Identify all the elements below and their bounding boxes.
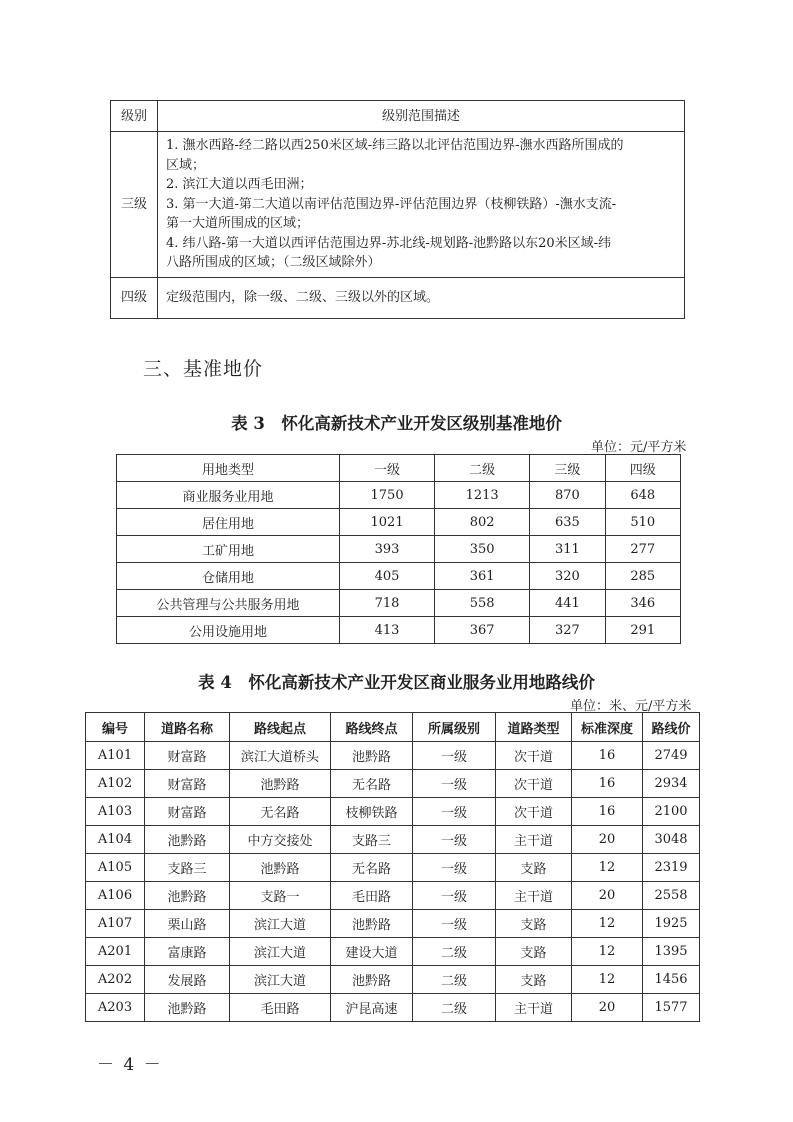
table-cell: 无名路 [331,770,413,798]
description-cell [158,132,685,278]
description-line: 2. 滨江大道以西毛田洲； [166,177,313,192]
page-number: － 4 － [97,1055,163,1075]
table-cell: 发展路 [145,966,230,994]
table-cell: 次干道 [496,742,572,770]
table-cell: 无名路 [230,798,331,826]
table-cell: 主干道 [496,826,572,854]
table-cell: 285 [605,563,680,590]
table-cell: 主干道 [496,994,572,1022]
table-cell: 居住用地 [117,509,340,536]
table-cell: 支路 [496,854,572,882]
level-row-4 [111,277,685,318]
table-cell: 池黔路 [331,966,413,994]
table-cell: A103 [86,798,145,826]
table-cell: 滨江大道 [230,938,331,966]
level-description-table [110,100,685,319]
table-cell: 支路 [496,910,572,938]
table-row [117,590,681,617]
table-cell: 次干道 [496,770,572,798]
header-cell: 二级 [435,455,530,482]
table-cell: A201 [86,938,145,966]
table-cell: 财富路 [145,742,230,770]
header-cell: 道路名称 [145,713,230,742]
table-cell: 支路 [496,966,572,994]
table-cell: 支路 [496,938,572,966]
table-cell: 二级 [413,938,496,966]
table-cell: 20 [572,882,643,910]
table-cell: 池黔路 [230,854,331,882]
table-cell: 405 [340,563,435,590]
table-cell: 中方交接处 [230,826,331,854]
table3-unit: 单位：元/平方米 [591,440,687,455]
header-cell: 编号 [86,713,145,742]
table-cell: 池黔路 [230,770,331,798]
table-row [117,509,681,536]
header-cell: 用地类型 [117,455,340,482]
table-cell: 公共管理与公共服务用地 [117,590,340,617]
table-cell: 20 [572,994,643,1022]
table-row [117,617,681,644]
header-cell: 四级 [605,455,680,482]
table-cell: 16 [572,798,643,826]
table3-title: 表 3 怀化高新技术产业开发区级别基准地价 [231,414,562,433]
table-cell: A106 [86,882,145,910]
table-cell: 公用设施用地 [117,617,340,644]
table-cell: 滨江大道 [230,966,331,994]
table-cell: 支路一 [230,882,331,910]
table-row [117,482,681,509]
table-cell: 802 [435,509,530,536]
table-cell: 2100 [643,798,700,826]
table-row [86,770,700,798]
table-header-row [86,713,700,742]
table-cell: 一级 [413,742,496,770]
header-cell: 路线终点 [331,713,413,742]
table-cell: 一级 [413,826,496,854]
table4-title: 表 4 怀化高新技术产业开发区商业服务业用地路线价 [198,673,595,692]
table-cell: A202 [86,966,145,994]
road-price-table [85,712,700,1022]
table-cell: 建设大道 [331,938,413,966]
header-cell: 一级 [340,455,435,482]
description-line: 定级范围内，除一级、二级、三级以外的区域。 [166,289,440,305]
table-cell: 无名路 [331,854,413,882]
table-cell: 工矿用地 [117,536,340,563]
table-row [86,910,700,938]
level-cell: 四级 [111,277,158,318]
table-cell: 12 [572,910,643,938]
level-cell: 三级 [111,132,158,278]
table-cell: 滨江大道桥头 [230,742,331,770]
table-row [86,966,700,994]
table-cell: 1925 [643,910,700,938]
level-row-3 [111,132,685,278]
table-cell: A102 [86,770,145,798]
table-cell: 558 [435,590,530,617]
table-cell: 二级 [413,994,496,1022]
table-cell: 1456 [643,966,700,994]
table-cell: 346 [605,590,680,617]
level-table-header-row [111,101,685,132]
table-cell: 718 [340,590,435,617]
table-cell: 870 [530,482,605,509]
description-line: 区域； [166,157,206,173]
table-cell: 池黔路 [331,742,413,770]
table-cell: 311 [530,536,605,563]
benchmark-price-table [116,454,681,644]
table-header-row [117,455,681,482]
table-cell: 沪昆高速 [331,994,413,1022]
table-cell: 支路三 [331,826,413,854]
table-cell: 350 [435,536,530,563]
table-cell: 二级 [413,966,496,994]
table-cell: 2319 [643,854,700,882]
table-cell: 367 [435,617,530,644]
table-cell: 池黔路 [331,910,413,938]
header-cell: 路线价 [643,713,700,742]
header-cell: 所属级别 [413,713,496,742]
table-row [117,563,681,590]
description-line: 3. 第一大道-第二大道以南评估范围边界-评估范围边界（枝柳铁路）-潕水支流- [166,196,617,212]
table-cell: 20 [572,826,643,854]
table-cell: 413 [340,617,435,644]
table-cell: 一级 [413,854,496,882]
table-row [117,536,681,563]
table-cell: 支路三 [145,854,230,882]
table-cell: 361 [435,563,530,590]
table-cell: 1395 [643,938,700,966]
table-cell: 635 [530,509,605,536]
level-header-cell: 级别 [111,101,158,132]
table-row [86,882,700,910]
table-cell: A101 [86,742,145,770]
table-cell: 一级 [413,882,496,910]
table-cell: 财富路 [145,798,230,826]
table-cell: 327 [530,617,605,644]
table-cell: 主干道 [496,882,572,910]
table-cell: 毛田路 [230,994,331,1022]
table-cell: 枝柳铁路 [331,798,413,826]
table-cell: 次干道 [496,798,572,826]
table-row [86,854,700,882]
table-row [86,742,700,770]
header-cell: 三级 [530,455,605,482]
table-cell: A203 [86,994,145,1022]
table-cell: 2558 [643,882,700,910]
table-cell: 277 [605,536,680,563]
table-cell: 一级 [413,910,496,938]
description-line: 4. 纬八路-第一大道以西评估范围边界-苏北线-规划路-池黔路以东20米区域-纬 [166,235,612,251]
table-cell: 1577 [643,994,700,1022]
table-cell: A104 [86,826,145,854]
table-cell: 池黔路 [145,882,230,910]
description-line: 八路所围成的区域；（二级区域除外） [166,255,381,270]
table-cell: 仓储用地 [117,563,340,590]
table-cell: 一级 [413,798,496,826]
table-cell: 12 [572,966,643,994]
table-row [86,938,700,966]
table-cell: 1213 [435,482,530,509]
table-cell: 12 [572,854,643,882]
table-cell: 441 [530,590,605,617]
table-cell: 291 [605,617,680,644]
table-cell: 一级 [413,770,496,798]
table-cell: 财富路 [145,770,230,798]
table-cell: 510 [605,509,680,536]
table-cell: 12 [572,938,643,966]
header-cell: 道路类型 [496,713,572,742]
section-heading: 三、基准地价 [143,358,264,380]
table-row [86,798,700,826]
table-cell: 2749 [643,742,700,770]
table-cell: 320 [530,563,605,590]
table4-unit: 单位：米、元/平方米 [570,699,692,714]
table-cell: 滨江大道 [230,910,331,938]
description-cell [158,277,685,318]
table-cell: 富康路 [145,938,230,966]
table-cell: 16 [572,742,643,770]
table-cell: 16 [572,770,643,798]
table-cell: 池黔路 [145,994,230,1022]
description-line: 1. 潕水西路-经二路以西250米区域-纬三路以北评估范围边界-潕水西路所围成的 [166,138,624,153]
table-cell: 1750 [340,482,435,509]
header-cell: 标准深度 [572,713,643,742]
description-header-cell: 级别范围描述 [158,101,685,132]
table-cell: 商业服务业用地 [117,482,340,509]
table-cell: 栗山路 [145,910,230,938]
table-cell: A107 [86,910,145,938]
table-row [86,826,700,854]
table-cell: 池黔路 [145,826,230,854]
table-row [86,994,700,1022]
table-cell: 648 [605,482,680,509]
table-cell: 1021 [340,509,435,536]
header-cell: 路线起点 [230,713,331,742]
table-cell: 393 [340,536,435,563]
description-line: 第一大道所围成的区域； [166,216,310,231]
table-cell: 毛田路 [331,882,413,910]
table-cell: 3048 [643,826,700,854]
table-cell: 2934 [643,770,700,798]
table-cell: A105 [86,854,145,882]
